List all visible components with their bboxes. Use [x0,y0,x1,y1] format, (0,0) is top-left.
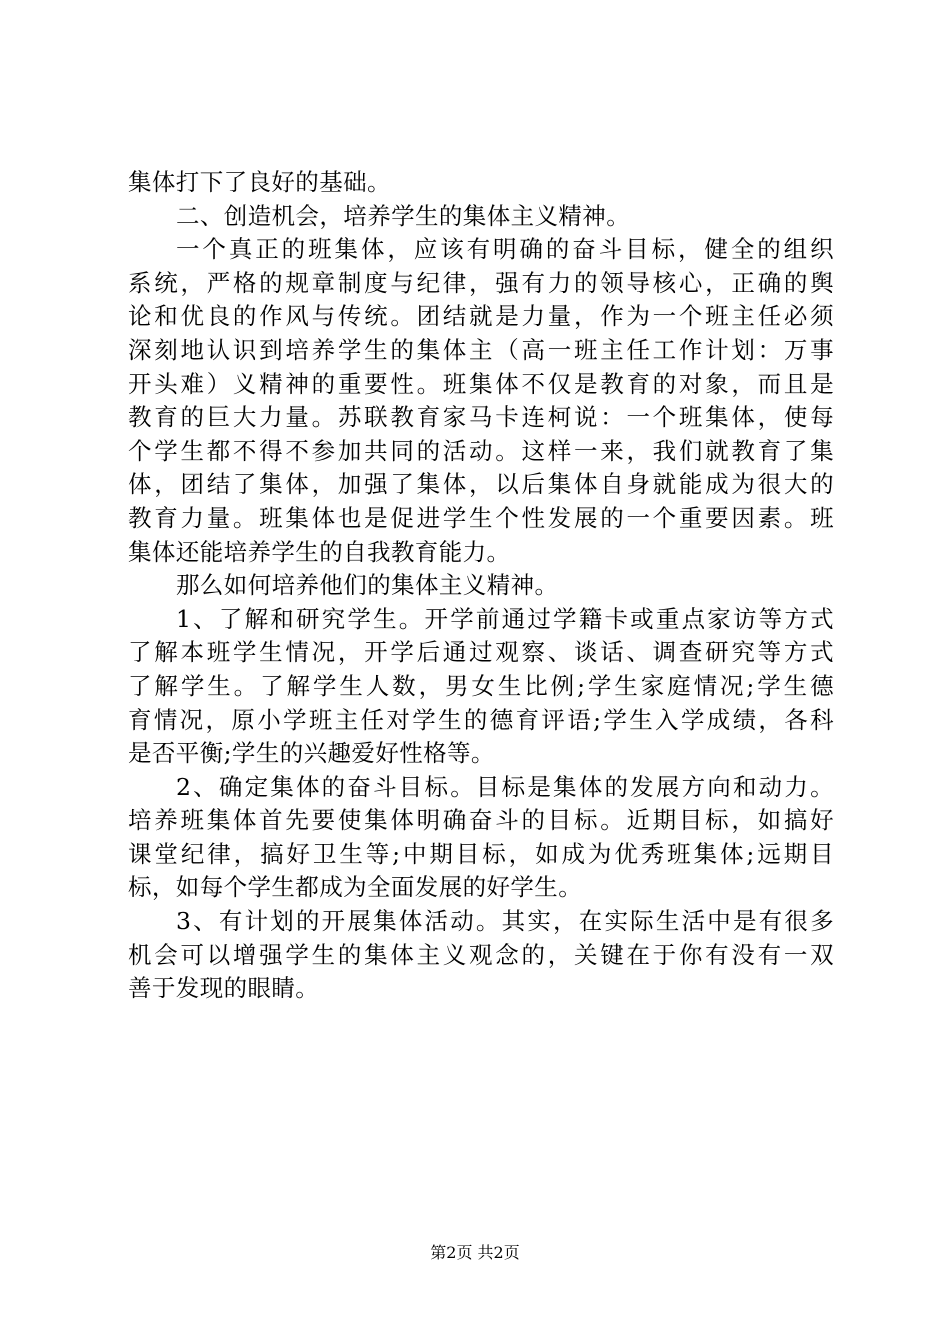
text-line: 二、创造机会，培养学生的集体主义精神。 [176,201,631,230]
text-line: 标，如每个学生都成为全面发展的好学生。 [128,873,583,902]
text-line: 育情况，原小学班主任对学生的德育评语;学生入学成绩，各科 [128,705,834,734]
text-line: 了解本班学生情况，开学后通过观察、谈话、调查研究等方式 [128,638,834,667]
text-line: 机会可以增强学生的集体主义观念的，关键在于你有没有一双 [128,940,834,969]
text-line: 3、有计划的开展集体活动。其实，在实际生活中是有很多 [176,907,834,936]
document-body [128,166,834,1006]
text-line: 个学生都不得不参加共同的活动。这样一来，我们就教育了集 [128,436,834,465]
text-line: 了解学生。了解学生人数，男女生比例;学生家庭情况;学生德 [128,671,834,700]
text-line: 开头难）义精神的重要性。班集体不仅是教育的对象，而且是 [128,369,834,398]
page-footer: 第2页 共2页 [430,1243,520,1262]
text-line: 2、确定集体的奋斗目标。目标是集体的发展方向和动力。 [176,772,834,801]
text-line: 论和优良的作风与传统。团结就是力量，作为一个班主任必须 [128,302,834,331]
text-line: 系统，严格的规章制度与纪律，强有力的领导核心，正确的舆 [128,268,834,297]
text-line: 善于发现的眼睛。 [128,974,320,1003]
text-line: 培养班集体首先要使集体明确奋斗的目标。近期目标，如搞好 [128,806,834,835]
text-line: 体，团结了集体，加强了集体，以后集体自身就能成为很大的 [128,470,834,499]
text-line: 课堂纪律，搞好卫生等;中期目标，如成为优秀班集体;远期目 [128,839,834,868]
text-line: 1、了解和研究学生。开学前通过学籍卡或重点家访等方式 [176,604,834,633]
text-line: 深刻地认识到培养学生的集体主（高一班主任工作计划：万事 [128,335,834,364]
text-line: 集体还能培养学生的自我教育能力。 [128,537,511,566]
text-line: 集体打下了良好的基础。 [128,168,391,196]
text-line: 那么如何培养他们的集体主义精神。 [176,571,559,600]
text-line: 是否平衡;学生的兴趣爱好性格等。 [128,739,495,768]
text-line: 一个真正的班集体，应该有明确的奋斗目标，健全的组织 [176,235,834,264]
text-line: 教育的巨大力量。苏联教育家马卡连柯说：一个班集体，使每 [128,403,834,432]
text-line: 教育力量。班集体也是促进学生个性发展的一个重要因素。班 [128,503,834,532]
